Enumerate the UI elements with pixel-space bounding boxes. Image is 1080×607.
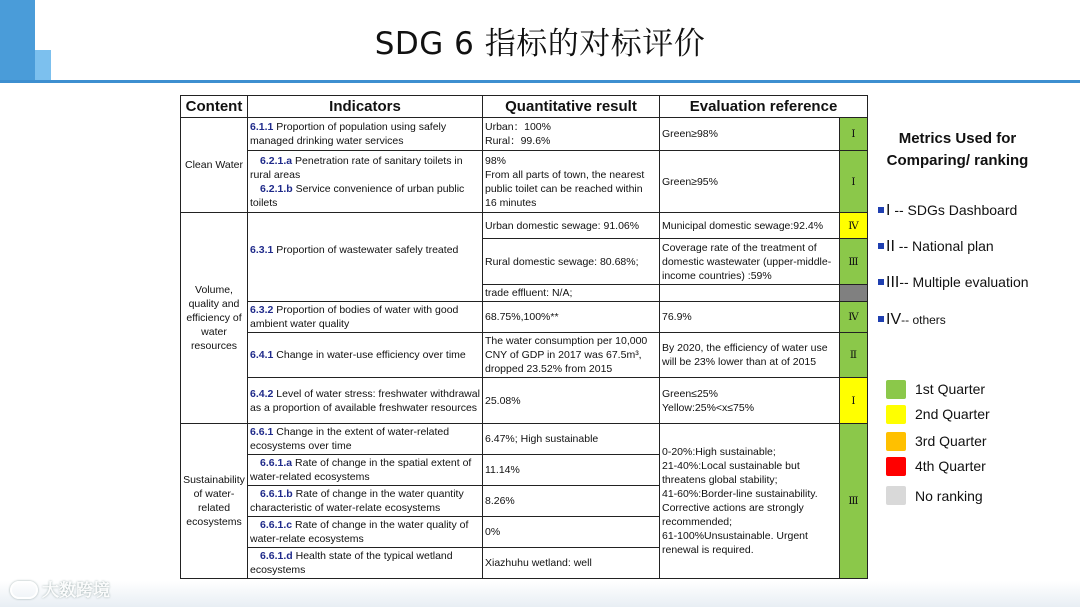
indicator-code: 6.3.2 xyxy=(250,304,274,316)
table-row xyxy=(181,213,868,239)
reference-cell: Municipal domestic sewage:92.4% xyxy=(660,213,840,239)
table-row xyxy=(181,118,868,151)
result-cell: The water consumption per 10,000 CNY of GDP in 2017 was 67.5m³, dropped 23.52% from 2015 xyxy=(483,333,660,378)
indicator-text: Change in the extent of water-related ecosystems over time xyxy=(250,426,450,452)
indicator-cell xyxy=(248,517,483,548)
indicator-text: Proportion of bodies of water with good ambient water quality xyxy=(250,304,459,330)
header-indicators: Indicators xyxy=(248,96,483,118)
slide-title: SDG 6 指标的对标评价 xyxy=(374,26,706,62)
result-cell: 0% xyxy=(483,517,660,548)
indicator-code: 6.3.1 xyxy=(250,244,274,256)
metric-item: III-- Multiple evaluation xyxy=(878,274,1029,292)
grade-cell-no-ranking xyxy=(840,285,868,302)
grade-cell: Ⅰ xyxy=(840,378,868,424)
sdg-evaluation-table xyxy=(180,95,868,579)
quarter-swatch-4th xyxy=(886,457,906,476)
result-cell: 8.26% xyxy=(483,486,660,517)
group-ecosystems: Sustainability of water-related ecosystems xyxy=(181,424,248,579)
indicator-code: 6.2.1.a xyxy=(260,154,293,167)
result-cell: Rural domestic sewage: 80.68%; xyxy=(483,239,660,285)
result-cell: trade effluent: N/A; xyxy=(483,285,660,302)
quarter-label: No ranking xyxy=(915,488,983,504)
quarter-label: 4th Quarter xyxy=(915,458,986,474)
footer-bar xyxy=(0,581,1080,607)
indicator-text: Service convenience of urban public toilets xyxy=(250,182,465,209)
indicator-cell xyxy=(248,213,483,302)
header-evaluation-reference: Evaluation reference xyxy=(660,96,868,118)
grade-cell: Ⅳ xyxy=(840,302,868,333)
metric-item: IV-- others xyxy=(878,311,946,329)
group-clean-water: Clean Water xyxy=(181,118,248,213)
indicator-text: Proportion of population using safely managed drinking water services xyxy=(250,121,447,147)
grade-cell: Ⅳ xyxy=(840,213,868,239)
group-volume-quality-efficiency: Volume, quality and efficiency of water resources xyxy=(181,213,248,424)
indicator-cell xyxy=(248,302,483,333)
indicator-code: 6.6.1.d xyxy=(260,550,293,562)
reference-cell: 76.9% xyxy=(660,302,840,333)
result-cell: 98% From all parts of town, the nearest public toilet can be reached within 16 minutes xyxy=(483,151,660,213)
table-header-row xyxy=(181,96,868,118)
grade-cell: Ⅱ xyxy=(840,333,868,378)
indicator-code: 6.6.1.b xyxy=(260,488,293,500)
indicator-text: Health state of the typical wetland ecosystems xyxy=(250,550,453,576)
indicator-cell xyxy=(248,333,483,378)
grade-cell-ecosystems: Ⅲ xyxy=(840,424,868,579)
indicator-code: 6.6.1.a xyxy=(260,457,293,469)
result-cell: Urban：100% Rural：99.6% xyxy=(483,118,660,151)
reference-cell xyxy=(660,285,840,302)
indicator-text: Rate of change in the spatial extent of water-related ecosystems xyxy=(250,457,472,483)
header-quantitative-result: Quantitative result xyxy=(483,96,660,118)
quarter-swatch-3rd xyxy=(886,432,906,451)
result-cell: Urban domestic sewage: 91.06% xyxy=(483,213,660,239)
indicator-text: Proportion of wastewater safely treated xyxy=(273,244,459,256)
reference-cell: Green≤25% Yellow:25%<x≤75% xyxy=(660,378,840,424)
logo-icon xyxy=(10,581,38,599)
indicator-cell xyxy=(248,424,483,455)
reference-cell-ecosystems: 0-20%:High sustainable; 21-40%:Local sustainable but threatens global stability; 41-60%:Border-line sustainability. Corrective actions are strongly recommended; 61-100%Unsustainable. Urgent renewal is required. xyxy=(660,424,840,579)
bullet-icon xyxy=(878,207,884,213)
header-divider xyxy=(0,80,1080,83)
bullet-icon xyxy=(878,279,884,285)
indicator-cell xyxy=(248,548,483,579)
indicator-cell xyxy=(248,378,483,424)
quarter-swatch-1st xyxy=(886,380,906,399)
indicator-cell xyxy=(248,151,483,213)
result-cell: 68.75%,100%** xyxy=(483,302,660,333)
indicator-code: 6.4.1 xyxy=(250,349,274,361)
indicator-text: Change in water-use efficiency over time xyxy=(273,349,466,361)
header-content: Content xyxy=(181,96,248,118)
table-row xyxy=(181,302,868,333)
indicator-cell xyxy=(248,118,483,151)
grade-cell: Ⅰ xyxy=(840,151,868,213)
reference-cell: Coverage rate of the treatment of domestic wastewater (upper-middle-income countries) :59% xyxy=(660,239,840,285)
indicator-cell xyxy=(248,486,483,517)
reference-cell: Green≥95% xyxy=(660,151,840,213)
indicator-text: Penetration rate of sanitary toilets in rural areas xyxy=(250,154,463,181)
table-row xyxy=(181,378,868,424)
indicator-code: 6.6.1.c xyxy=(260,519,293,531)
quarter-label: 3rd Quarter xyxy=(915,433,987,449)
result-cell: 6.47%; High sustainable xyxy=(483,424,660,455)
result-cell: 11.14% xyxy=(483,455,660,486)
indicator-code: 6.6.1 xyxy=(250,426,274,438)
bullet-icon xyxy=(878,316,884,322)
table-row xyxy=(181,424,868,455)
indicator-code: 6.1.1 xyxy=(250,121,274,133)
indicator-text: Rate of change in the water quantity characteristic of water-relate ecosystems xyxy=(250,488,464,514)
result-cell: 25.08% xyxy=(483,378,660,424)
legend-title: Metrics Used for Comparing/ ranking xyxy=(886,130,1029,169)
metric-item: II -- National plan xyxy=(878,238,994,256)
reference-cell: Green≥98% xyxy=(660,118,840,151)
bullet-icon xyxy=(878,243,884,249)
metric-item: I -- SDGs Dashboard xyxy=(878,202,1017,220)
indicator-code: 6.2.1.b xyxy=(260,182,293,195)
indicator-text: Rate of change in the water quality of water-relate ecosystems xyxy=(250,519,469,545)
quarter-label: 2nd Quarter xyxy=(915,406,990,422)
grade-cell: Ⅰ xyxy=(840,118,868,151)
result-cell: Xiazhuhu wetland: well xyxy=(483,548,660,579)
quarter-swatch-no-ranking xyxy=(886,486,906,505)
grade-cell: Ⅲ xyxy=(840,239,868,285)
table-row xyxy=(181,151,868,213)
indicator-text: Level of water stress: freshwater withdrawal as a proportion of available freshwater resources xyxy=(250,387,480,414)
reference-cell: By 2020, the efficiency of water use will be 23% lower than at of 2015 xyxy=(660,333,840,378)
indicator-cell xyxy=(248,455,483,486)
indicator-code: 6.4.2 xyxy=(250,387,274,400)
table-row xyxy=(181,333,868,378)
watermark: 大数跨境 xyxy=(10,576,110,601)
quarter-swatch-2nd xyxy=(886,405,906,424)
quarter-label: 1st Quarter xyxy=(915,381,986,397)
